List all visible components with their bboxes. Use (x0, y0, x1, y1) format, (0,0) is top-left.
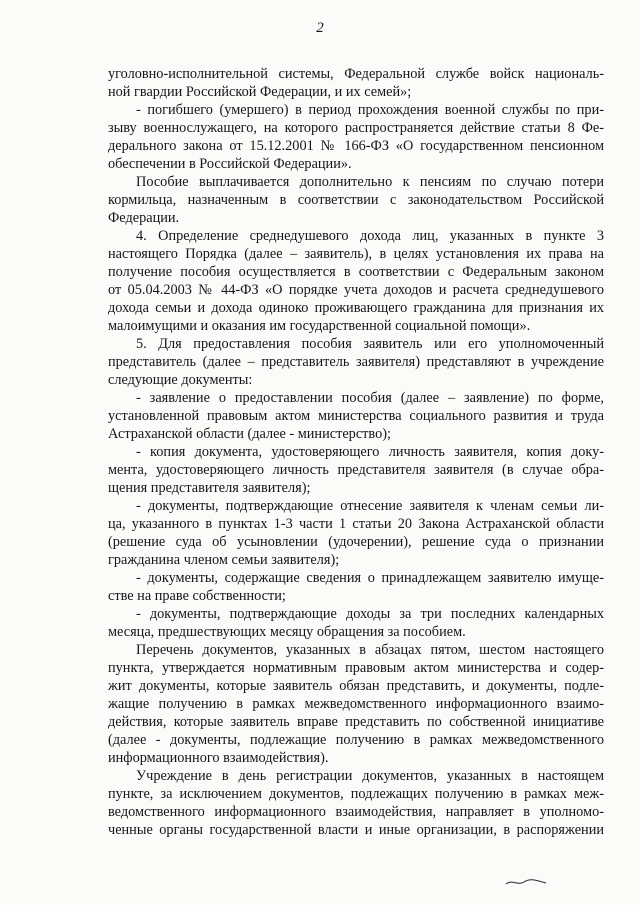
para-deceased-serviceman (108, 101, 604, 173)
text-line: 4. Определение среднедушевого дохода лиц, указанных в пункте 3 (136, 228, 604, 244)
para-document-list (108, 641, 604, 767)
text-line: кормильца, назначенным в соответствии с законодательством Российской (108, 192, 604, 208)
text-line: - копия документа, удостоверяющего личность заявителя, копия доку- (136, 444, 604, 460)
text-line: действия, которые заявитель вправе представить по собственной инициативе (108, 714, 604, 730)
text-line: месяца, предшествующих месяцу обращения за пособием. (108, 624, 466, 640)
text-line: Федерации. (108, 210, 180, 226)
text-line: - документы, содержащие сведения о принадлежащем заявителю имуще- (136, 570, 604, 586)
text-line: - документы, подтверждающие доходы за три последних календарных (136, 606, 604, 622)
text-line: - документы, подтверждающие отнесение заявителя к членам семьи ли- (136, 498, 604, 514)
text-line: жит документы, которые заявитель обязан представить, и документы, подле- (108, 678, 604, 694)
text-line: уголовно-исполнительной системы, Федеральной службе войск националь- (108, 66, 604, 82)
text-line: пункте, за исключением документов, подлежащих получению в рамках меж- (108, 786, 604, 802)
page-number: 2 (316, 20, 324, 36)
text-line: пункта, утверждается нормативным правовым актом министерства и содер- (108, 660, 604, 676)
text-line: (далее - документы, подлежащие получению в рамках межведомственного (108, 732, 604, 748)
handwritten-mark (504, 876, 548, 888)
text-line: Учреждение в день регистрации документов, указанных в настоящем (136, 768, 604, 784)
text-line: ведомственного информационного взаимодействия, направляет в уполномо- (108, 804, 604, 820)
text-line: щения представителя заявителя); (108, 480, 311, 496)
text-line: малоимущими и оказания им государственной социальной помощи». (108, 318, 531, 334)
text-line: обеспечении в Российской Федерации». (108, 156, 352, 172)
text-line: дерального закона от 15.12.2001 № 166-ФЗ «О государственном пенсионном (108, 138, 604, 154)
text-line: Пособие выплачивается дополнительно к пенсиям по случаю потери (136, 174, 604, 190)
text-line: гражданина членом семьи заявителя); (108, 552, 340, 568)
text-line: следующие документы: (108, 372, 253, 388)
text-line: - погибшего (умершего) в период прохождения военной службы по при- (136, 102, 604, 118)
text-line: настоящего Порядка (далее – заявитель), в целях установления их права на (108, 246, 604, 262)
text-line: ца, указанного в пунктах 1-3 части 1 статьи 20 Закона Астраханской области (108, 516, 604, 532)
para-item-5 (108, 335, 604, 389)
para-family-docs (108, 497, 604, 569)
text-line: - заявление о предоставлении пособия (далее – заявление) по форме, (136, 390, 604, 406)
para-item-4 (108, 227, 604, 335)
text-line: жащие получению в рамках межведомственного информационного взаимо- (108, 696, 604, 712)
text-line: установленной правовым актом министерства социального развития и труда (108, 408, 604, 424)
text-line: стве на праве собственности; (108, 588, 286, 604)
para-registration-day (108, 767, 604, 839)
para-income-docs (108, 605, 604, 641)
text-line: мента, удостоверяющего личность представителя заявителя (в случае обра- (108, 462, 604, 478)
text-line: от 05.04.2003 № 44-ФЗ «О порядке учета доходов и расчета среднедушевого (108, 282, 604, 298)
para-identity-docs (108, 443, 604, 497)
text-line: Астраханской области (далее - министерство); (108, 426, 391, 442)
para-application (108, 389, 604, 443)
text-line: Перечень документов, указанных в абзацах пятом, шестом настоящего (136, 642, 604, 658)
para-continuation-family (108, 65, 604, 101)
text-line: информационного взаимодействия). (108, 750, 329, 766)
text-line: ной гвардии Российской Федерации, и их семей»; (108, 84, 412, 100)
text-line: зыву военнослужащего, на которого распространяется действие статьи 8 Фе- (108, 120, 604, 136)
text-line: (решение суда об усыновлении (удочерении), решение суда о признании (108, 534, 604, 550)
text-line: 5. Для предоставления пособия заявитель или его уполномоченный (136, 336, 604, 352)
para-property-docs (108, 569, 604, 605)
text-line: дохода семьи и дохода одиноко проживающего гражданина для признания их (108, 300, 604, 316)
text-line: представитель (далее – представитель заявителя) представляют в учреждение (108, 354, 604, 370)
para-allowance-paid (108, 173, 604, 227)
document-body (108, 65, 604, 839)
text-line: ченные органы государственной власти и иные организации, в распоряжении (108, 822, 604, 838)
text-line: получение пособия осуществляется в соответствии с Федеральным законом (108, 264, 604, 280)
